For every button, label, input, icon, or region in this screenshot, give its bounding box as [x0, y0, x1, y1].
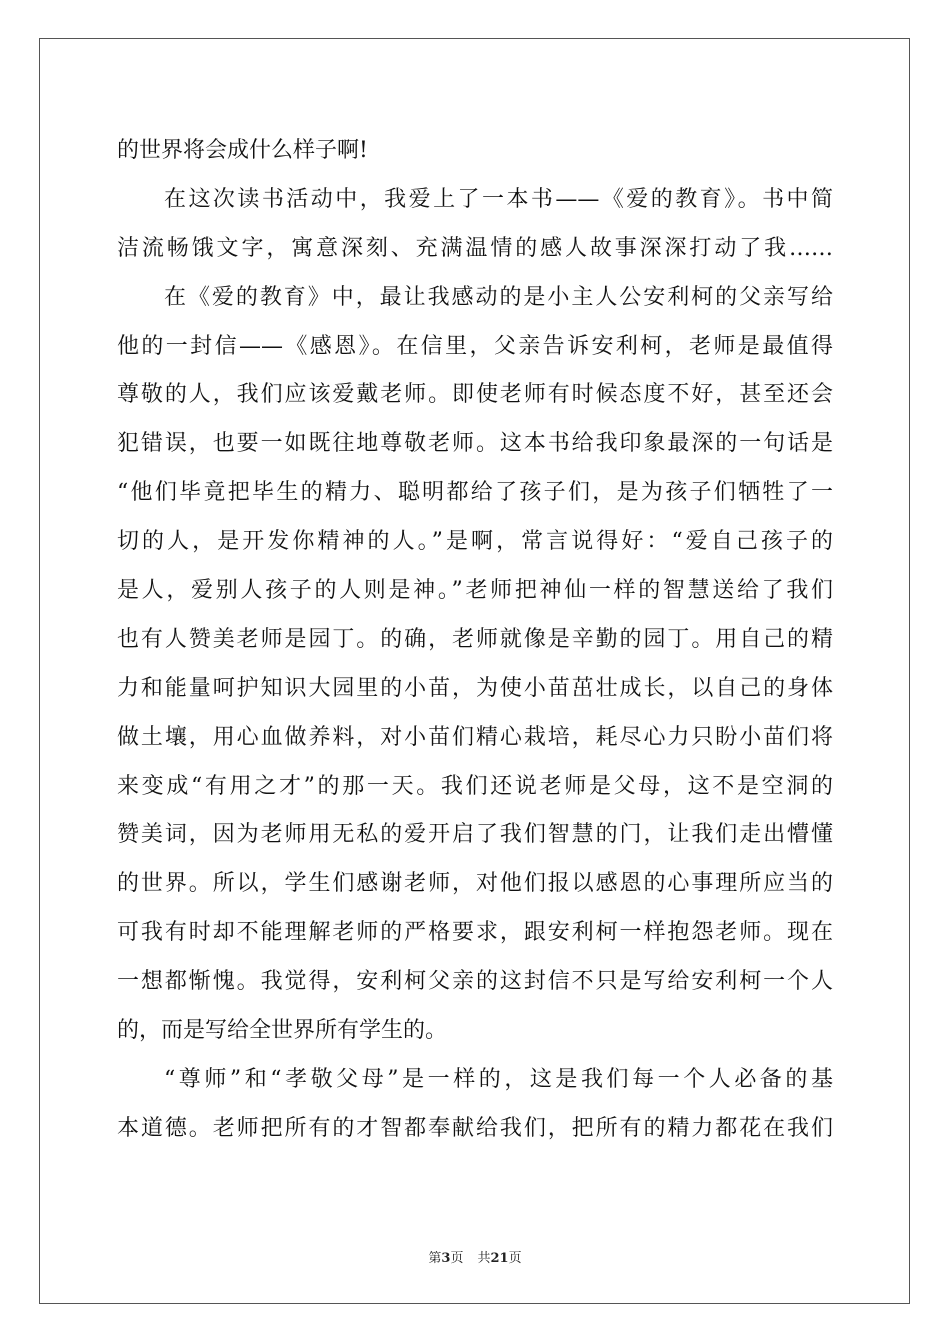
document-body [117, 127, 833, 1154]
text-line: “尊师”和“孝敬父母”是一样的，这是我们每一个人必备的基 [164, 1066, 833, 1092]
text-line: 他的一封信——《感恩》。在信里，父亲告诉安利柯，老师是最值得 [117, 333, 833, 359]
text-line: 也有人赞美老师是园丁。的确，老师就像是辛勤的园丁。用自己的精 [117, 626, 833, 652]
text-line: 的世界。所以，学生们感谢老师，对他们报以感恩的心事理所应当的 [117, 871, 833, 897]
total-label-prefix: 共 [477, 1251, 491, 1266]
page-footer [0, 1247, 950, 1266]
text-line: “他们毕竟把毕生的精力、聪明都给了孩子们，是为孩子们牺牲了一 [117, 480, 833, 506]
text-line: 本道德。老师把所有的才智都奉献给我们，把所有的精力都花在我们 [117, 1115, 833, 1141]
text-line: 是人，爱别人孩子的人则是神。”老师把神仙一样的智慧送给了我们 [117, 578, 833, 604]
text-line: 在《爱的教育》中，最让我感动的是小主人公安利柯的父亲写给 [164, 284, 833, 310]
text-line: 可我有时却不能理解老师的严格要求，跟安利柯一样抱怨老师。现在 [117, 920, 833, 946]
text-line: 洁流畅饿文字，寓意深刻、充满温情的感人故事深深打动了我…… [117, 235, 833, 261]
text-line: 一想都惭愧。我觉得，安利柯父亲的这封信不只是写给安利柯一个人 [117, 969, 833, 995]
text-line: 切的人，是开发你精神的人。”是啊，常言说得好：“爱自己孩子的 [117, 529, 833, 555]
text-line: 的，而是写给全世界所有学生的。 [117, 1018, 448, 1044]
text-line: 赞美词，因为老师用无私的爱开启了我们智慧的门，让我们走出懵懂 [117, 822, 833, 848]
total-label-suffix: 页 [508, 1251, 522, 1266]
total-page-count: 21 [490, 1251, 509, 1266]
page-label-prefix: 第 [428, 1251, 442, 1266]
text-line: 尊敬的人，我们应该爱戴老师。即使老师有时候态度不好，甚至还会 [117, 382, 833, 408]
current-page-number: 3 [441, 1251, 451, 1266]
text-line: 的世界将会成什么样子啊! [117, 138, 368, 163]
text-line: 在这次读书活动中，我爱上了一本书——《爱的教育》。书中简 [164, 186, 833, 212]
text-line: 犯错误，也要一如既往地尊敬老师。这本书给我印象最深的一句话是 [117, 431, 833, 457]
page-label-suffix: 页 [450, 1251, 464, 1266]
text-line: 力和能量呵护知识大园里的小苗，为使小苗茁壮成长，以自己的身体 [117, 675, 833, 701]
text-line: 来变成“有用之才”的那一天。我们还说老师是父母，这不是空洞的 [117, 773, 833, 799]
text-line: 做土壤，用心血做养料，对小苗们精心栽培，耗尽心力只盼小苗们将 [117, 724, 833, 750]
